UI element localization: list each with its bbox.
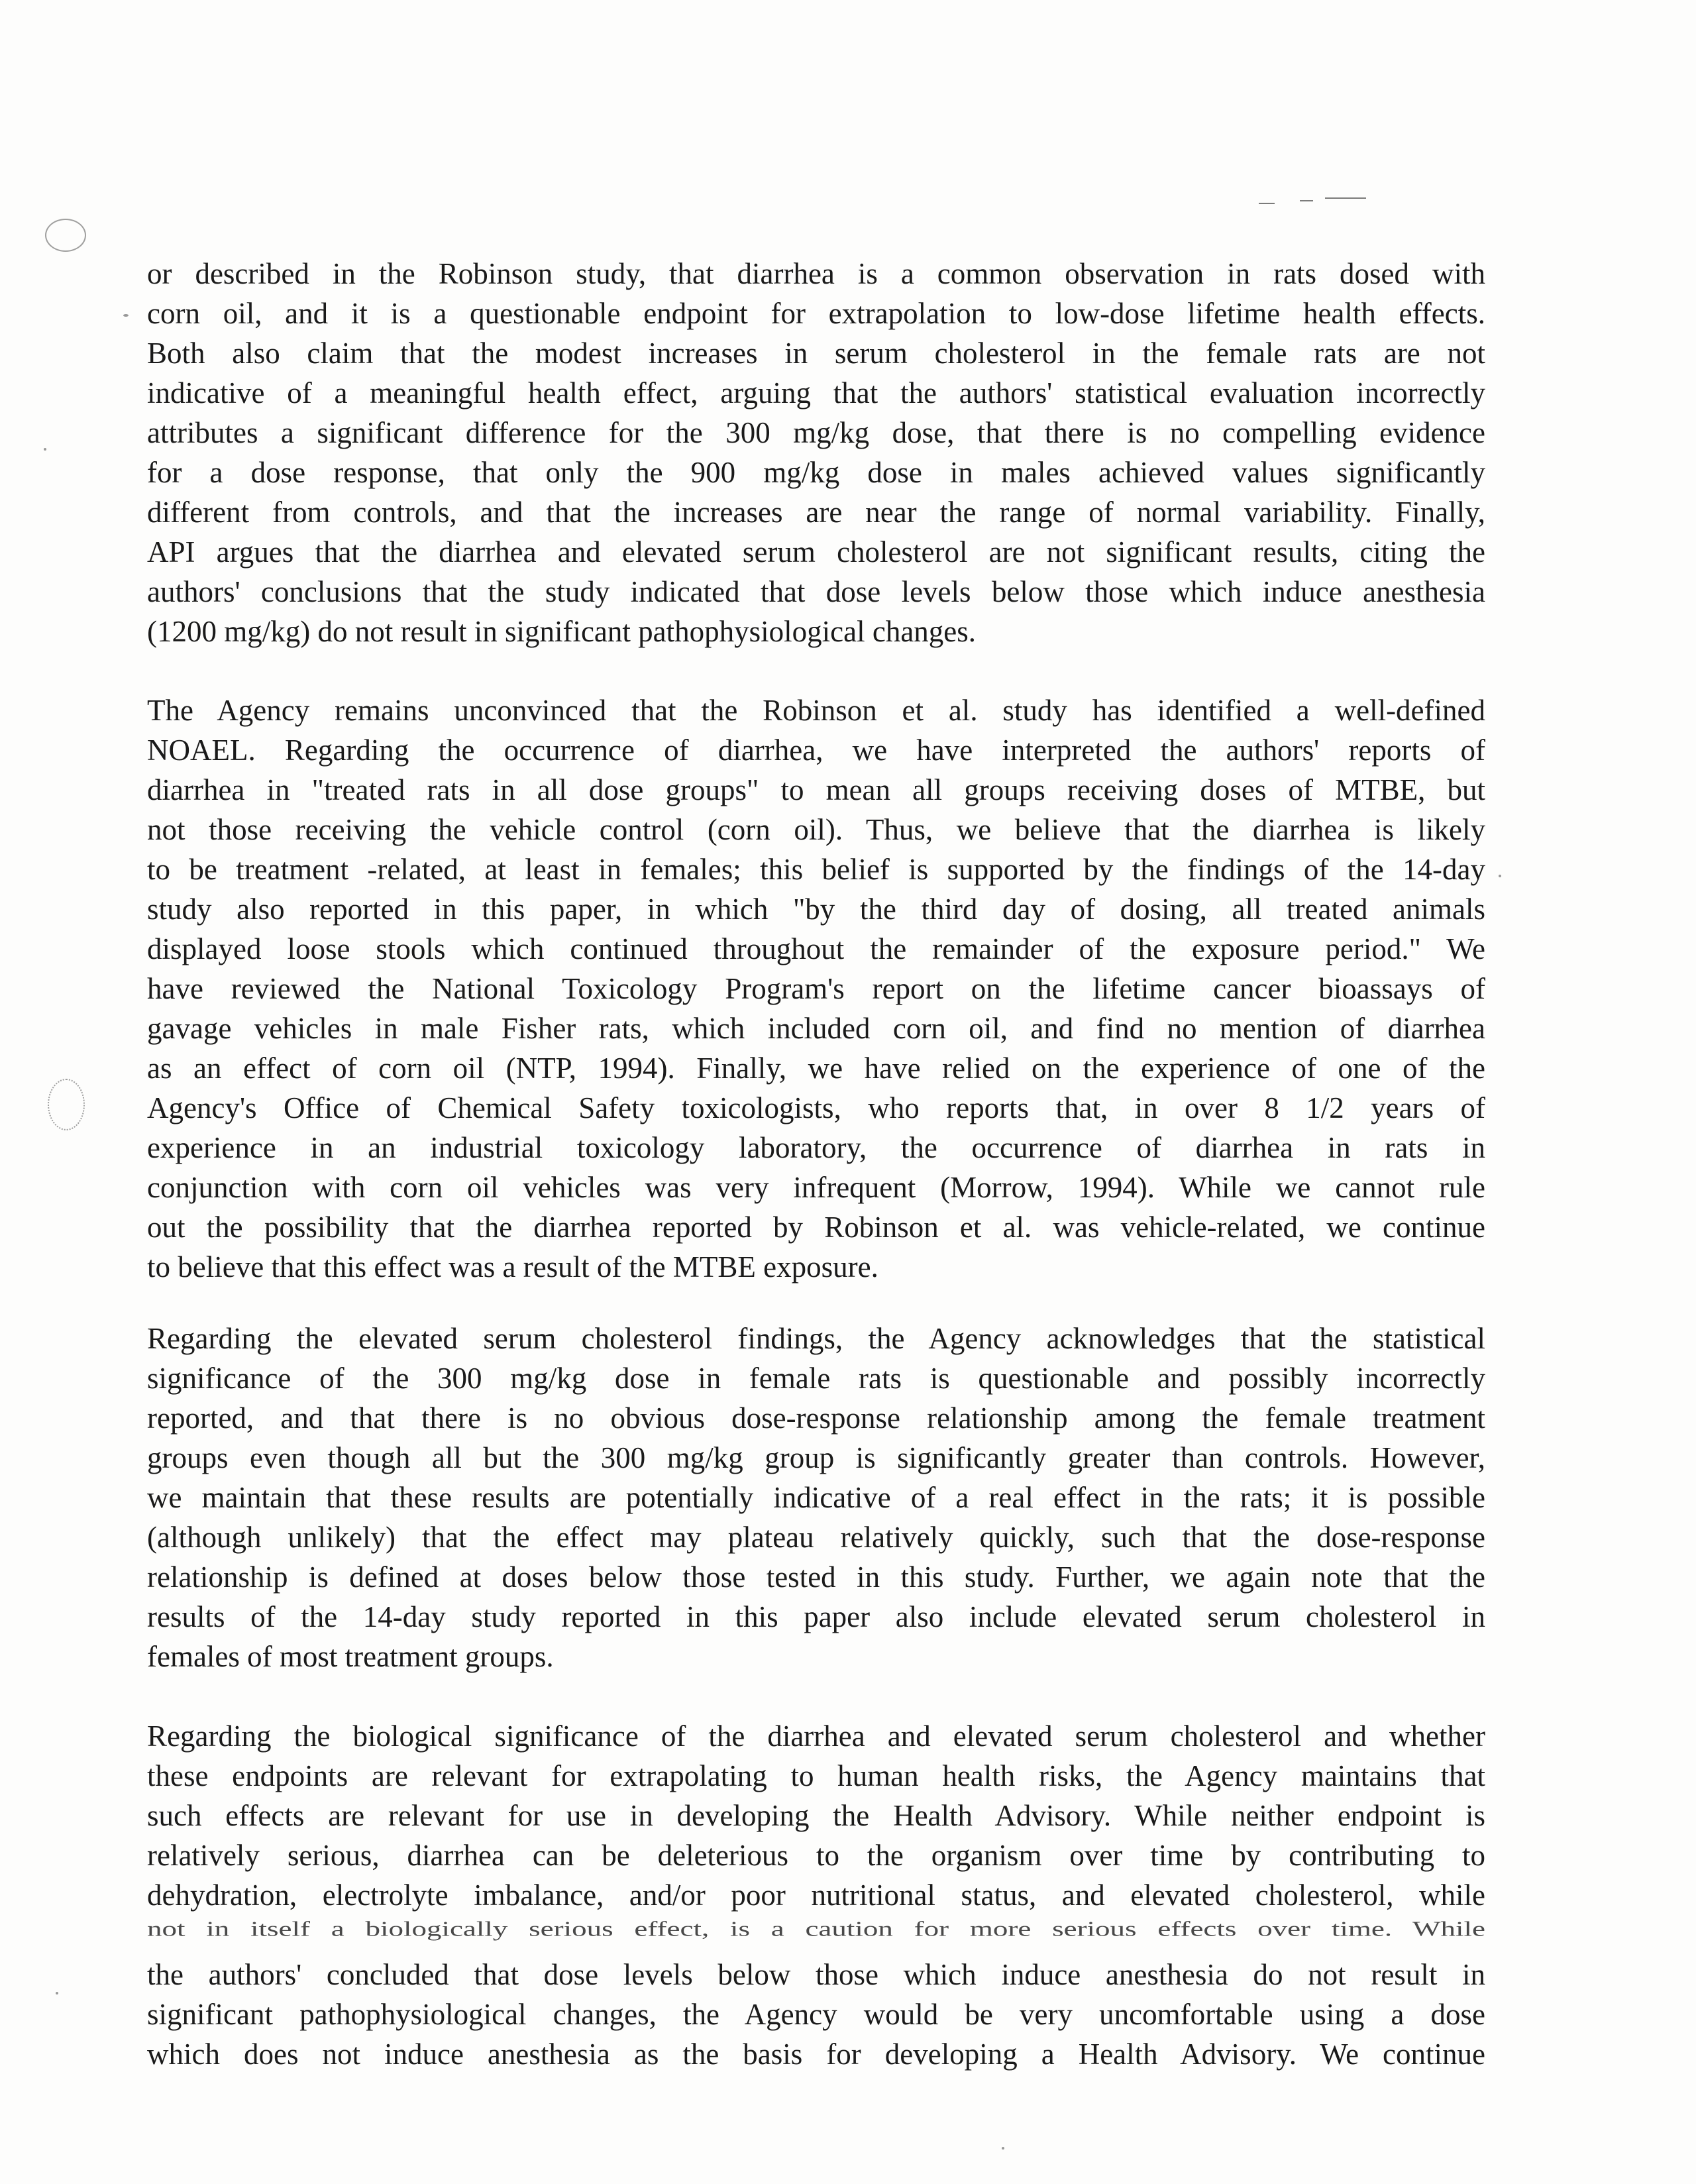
scan-artifact-top-right-3	[1325, 197, 1366, 199]
text-line: groups even though all but the 300 mg/kg group is significantly greater than controls. However,	[147, 1441, 1485, 1474]
scan-speck	[56, 1992, 58, 1994]
text-line: authors' conclusions that the study indicated that dose levels below those which induce anesthesia	[147, 575, 1485, 608]
text-line: results of the 14-day study reported in this paper also include elevated serum cholesterol in	[147, 1600, 1485, 1633]
text-line: to believe that this effect was a result of the MTBE exposure.	[147, 1250, 878, 1283]
text-line: for a dose response, that only the 900 mg/kg dose in males achieved values significantly	[147, 456, 1485, 489]
scan-artifact-left-middle	[48, 1079, 85, 1130]
text-line: (although unlikely) that the effect may plateau relatively quickly, such that the dose-response	[147, 1521, 1485, 1554]
scan-speck	[1499, 875, 1501, 877]
text-line: such effects are relevant for use in developing the Health Advisory. While neither endpoint is	[147, 1799, 1485, 1832]
scan-artifact-top-right	[1259, 203, 1275, 204]
text-line: reported, and that there is no obvious dose-response relationship among the female treatment	[147, 1401, 1485, 1435]
paragraph-1	[147, 254, 1485, 651]
text-line: not those receiving the vehicle control (corn oil). Thus, we believe that the diarrhea is likely	[147, 813, 1485, 846]
text-line: as an effect of corn oil (NTP, 1994). Finally, we have relied on the experience of one of the	[147, 1052, 1485, 1085]
text-line: different from controls, and that the increases are near the range of normal variability. Finally,	[147, 496, 1485, 529]
text-line: Regarding the biological significance of the diarrhea and elevated serum cholesterol and whether	[147, 1720, 1485, 1753]
text-line: which does not induce anesthesia as the basis for developing a Health Advisory. We continue	[147, 2038, 1485, 2071]
paragraph-3	[147, 1319, 1485, 1676]
text-line: females of most treatment groups.	[147, 1640, 554, 1673]
text-line: corn oil, and it is a questionable endpoint for extrapolation to low-dose lifetime health effects.	[147, 297, 1485, 330]
text-line-clipped: not in itself a biologically serious effect, is a caution for more serious effects over time. While	[147, 1917, 1485, 1941]
text-line: Regarding the elevated serum cholesterol findings, the Agency acknowledges that the statistical	[147, 1322, 1485, 1355]
text-line: Both also claim that the modest increases in serum cholesterol in the female rats are not	[147, 337, 1485, 370]
text-line: attributes a significant difference for the 300 mg/kg dose, that there is no compelling evidence	[147, 416, 1485, 449]
text-line: (1200 mg/kg) do not result in significant pathophysiological changes.	[147, 615, 977, 648]
text-line: dehydration, electrolyte imbalance, and/or poor nutritional status, and elevated cholesterol, while	[147, 1879, 1485, 1912]
text-line: or described in the Robinson study, that diarrhea is a common observation in rats dosed with	[147, 257, 1485, 290]
text-line: relatively serious, diarrhea can be deleterious to the organism over time by contributing to	[147, 1839, 1485, 1872]
text-line: displayed loose stools which continued throughout the remainder of the exposure period." We	[147, 932, 1485, 965]
text-line: relationship is defined at doses below those tested in this study. Further, we again note that the	[147, 1560, 1485, 1594]
text-line: gavage vehicles in male Fisher rats, which included corn oil, and find no mention of diarrhea	[147, 1012, 1485, 1045]
scan-speck	[44, 448, 46, 451]
text-line: indicative of a meaningful health effect, arguing that the authors' statistical evaluation incorrectly	[147, 376, 1485, 410]
text-line: NOAEL. Regarding the occurrence of diarrhea, we have interpreted the authors' reports of	[147, 734, 1485, 767]
scan-speck	[1002, 2147, 1004, 2150]
scan-artifact-top-left	[45, 219, 86, 252]
text-line: The Agency remains unconvinced that the Robinson et al. study has identified a well-defined	[147, 694, 1485, 727]
text-line: diarrhea in "treated rats in all dose groups" to mean all groups receiving doses of MTBE, but	[147, 773, 1485, 806]
text-line: out the possibility that the diarrhea reported by Robinson et al. was vehicle-related, we continue	[147, 1211, 1485, 1244]
text-line: study also reported in this paper, in which "by the third day of dosing, all treated animals	[147, 893, 1485, 926]
text-line: have reviewed the National Toxicology Program's report on the lifetime cancer bioassays of	[147, 972, 1485, 1005]
text-line: to be treatment -related, at least in females; this belief is supported by the findings of the 14-day	[147, 853, 1485, 886]
scan-speck	[123, 314, 129, 317]
scan-artifact-top-right-2	[1300, 200, 1313, 201]
paragraph-2	[147, 690, 1485, 1287]
paragraph-4	[147, 1716, 1485, 2074]
text-line: these endpoints are relevant for extrapolating to human health risks, the Agency maintains that	[147, 1759, 1485, 1792]
text-line: conjunction with corn oil vehicles was very infrequent (Morrow, 1994). While we cannot rule	[147, 1171, 1485, 1204]
text-line: experience in an industrial toxicology laboratory, the occurrence of diarrhea in rats in	[147, 1131, 1485, 1164]
text-line: the authors' concluded that dose levels below those which induce anesthesia do not result in	[147, 1958, 1485, 1991]
text-line: Agency's Office of Chemical Safety toxicologists, who reports that, in over 8 1/2 years of	[147, 1091, 1485, 1124]
text-line: we maintain that these results are potentially indicative of a real effect in the rats; it is possible	[147, 1481, 1485, 1514]
text-line: significant pathophysiological changes, the Agency would be very uncomfortable using a dose	[147, 1998, 1485, 2031]
text-line: significance of the 300 mg/kg dose in female rats is questionable and possibly incorrectly	[147, 1362, 1485, 1395]
text-line: API argues that the diarrhea and elevated serum cholesterol are not significant results, citing the	[147, 535, 1485, 569]
